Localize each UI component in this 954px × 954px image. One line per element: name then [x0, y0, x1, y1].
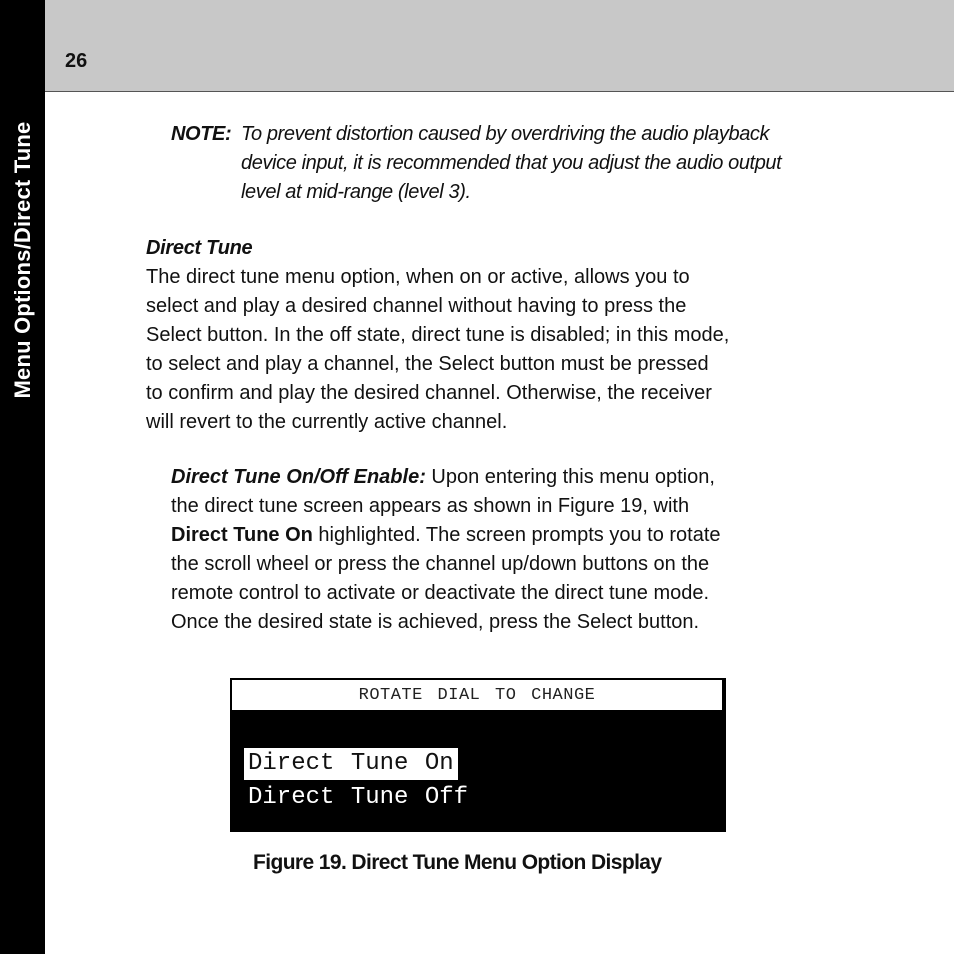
body-line [171, 463, 851, 492]
body-line: the direct tune screen appears as shown in Figure 19, with [171, 495, 690, 517]
note-line: To prevent distortion caused by overdriving the audio playback [241, 123, 770, 145]
emphasis-text: Direct Tune On [171, 524, 313, 546]
figure-caption: Figure 19. Direct Tune Menu Option Display [253, 851, 662, 874]
body-line: Select button. In the off state, direct tune is disabled; in this mode, [146, 324, 730, 346]
body-line: to confirm and play the desired channel. Otherwise, the receiver [146, 382, 712, 404]
note-text [241, 120, 861, 207]
enable-subsection [171, 463, 851, 637]
body-line: remote control to activate or deactivate the direct tune mode. [171, 582, 710, 604]
page-header [45, 0, 954, 92]
lcd-header-prompt: ROTATE DIAL TO CHANGE [232, 680, 722, 710]
body-line: select and play a desired channel without having to press the [146, 295, 687, 317]
body-line: The direct tune menu option, when on or active, allows you to [146, 266, 690, 288]
body-line: to select and play a channel, the Select button must be pressed [146, 353, 709, 375]
section-body [146, 263, 846, 437]
body-line: will revert to the currently active channel. [146, 411, 508, 433]
subsection-heading: Direct Tune On/Off Enable: [171, 466, 426, 488]
page-number: 26 [65, 50, 88, 72]
body-text: highlighted. The screen prompts you to rotate [312, 524, 721, 546]
body-text: Upon entering this menu option, [425, 466, 715, 488]
sidebar [0, 0, 45, 954]
note-line: level at mid-range (level 3). [241, 181, 471, 203]
note-label: NOTE: [171, 123, 232, 145]
body-line: the scroll wheel or press the channel up/down buttons on the [171, 553, 710, 575]
sidebar-title: Menu Options/Direct Tune [10, 121, 35, 399]
lcd-option-direct-tune-off: Direct Tune Off [248, 784, 469, 811]
body-line: Once the desired state is achieved, press the Select button. [171, 611, 700, 633]
note-line: device input, it is recommended that you adjust the audio output [241, 152, 782, 174]
lcd-display-figure [230, 678, 726, 832]
lcd-option-direct-tune-on: Direct Tune On [244, 748, 458, 780]
section-heading: Direct Tune [146, 237, 253, 259]
body-line [171, 521, 851, 550]
direct-tune-section [146, 234, 846, 437]
